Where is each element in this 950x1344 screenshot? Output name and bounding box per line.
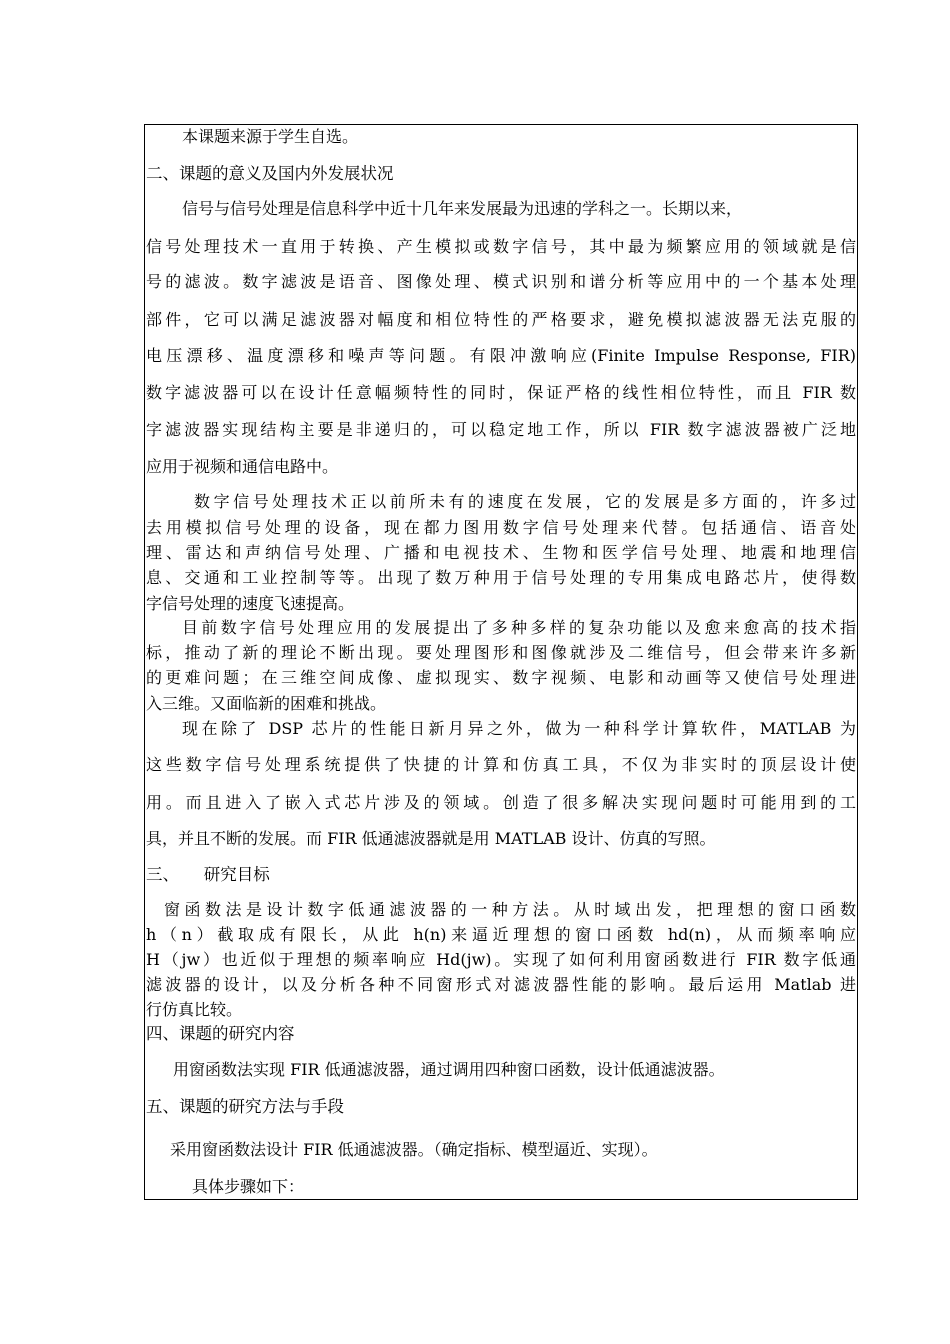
- section-heading: 五、课题的研究方法与手段: [146, 1097, 344, 1116]
- text-line: 数字信号处理技术正以前所未有的速度在发展，它的发展是多方面的，许多过: [194, 492, 856, 511]
- text-line: 目前数字信号处理应用的发展提出了多种多样的复杂功能以及愈来愈高的技术指: [182, 618, 856, 637]
- section-heading: 三、 研究目标: [146, 865, 270, 884]
- text-line: 滤波器的设计，以及分析各种不同窗形式对滤波器性能的影响。最后运用 Matlab 进: [146, 975, 856, 994]
- text-line: 理、雷达和声纳信号处理、广播和电视技术、生物和医学信号处理、地震和地理信: [146, 543, 856, 562]
- text-line: 应用于视频和通信电路中。: [146, 457, 339, 476]
- text-line: 这些数字信号处理系统提供了快捷的计算和仿真工具，不仅为非实时的顶层设计使: [146, 755, 856, 774]
- text-line: 窗函数法是设计数字低通滤波器的一种方法。从时域出发，把理想的窗口函数: [164, 900, 856, 919]
- text-line: 字信号处理的速度飞速提高。: [146, 594, 355, 613]
- section-heading: 二、课题的意义及国内外发展状况: [146, 164, 394, 183]
- text-line: 字滤波器实现结构主要是非递归的，可以稳定地工作，所以 FIR 数字滤波器被广泛地: [146, 420, 856, 439]
- text-line: 数字滤波器可以在设计任意幅频特性的同时，保证严格的线性相位特性，而且 FIR 数: [146, 383, 856, 402]
- text-line: 的更难问题；在三维空间成像、虚拟现实、数字视频、电影和动画等又使信号处理进: [146, 668, 856, 687]
- text-line: 本课题来源于学生自选。: [182, 127, 359, 146]
- text-line: 信号与信号处理是信息科学中近十几年来发展最为迅速的学科之一。长期以来，: [182, 199, 743, 218]
- text-line: 电压漂移、温度漂移和噪声等问题。有限冲激响应(Finite Impulse Response, FIR): [146, 346, 856, 365]
- text-line: 行仿真比较。: [146, 1000, 243, 1019]
- text-line: h（n）截取成有限长，从此 h(n)来逼近理想的窗口函数 hd(n)，从而频率响应: [146, 925, 856, 944]
- text-line: 现在除了 DSP 芯片的性能日新月异之外，做为一种科学计算软件，MATLAB 为: [182, 719, 856, 738]
- text-line: 息、交通和工业控制等等。出现了数万种用于信号处理的专用集成电路芯片，使得数: [146, 568, 856, 587]
- text-line: 具体步骤如下：: [192, 1177, 305, 1196]
- text-line: 用。而且进入了嵌入式芯片涉及的领域。创造了很多解决实现问题时可能用到的工: [146, 793, 856, 812]
- text-line: 信号处理技术一直用于转换、产生模拟或数字信号，其中最为频繁应用的领域就是信: [146, 237, 856, 256]
- text-line: 具，并且不断的发展。而 FIR 低通滤波器就是用 MATLAB 设计、仿真的写照。: [146, 829, 716, 848]
- text-line: 号的滤波。数字滤波是语音、图像处理、模式识别和谱分析等应用中的一个基本处理: [146, 272, 856, 291]
- text-line: 标，推动了新的理论不断出现。要处理图形和图像就涉及二维信号，但会带来许多新: [146, 643, 856, 662]
- text-line: 采用窗函数法设计 FIR 低通滤波器。（确定指标、模型逼近、实现）。: [170, 1140, 658, 1159]
- text-line: 部件，它可以满足滤波器对幅度和相位特性的严格要求，避免模拟滤波器无法克服的: [146, 310, 856, 329]
- text-line: 用窗函数法实现 FIR 低通滤波器，通过调用四种窗口函数，设计低通滤波器。: [173, 1060, 725, 1079]
- section-heading: 四、课题的研究内容: [146, 1024, 295, 1043]
- text-line: 去用模拟信号处理的设备，现在都力图用数字信号处理来代替。包括通信、语音处: [146, 518, 856, 537]
- text-line: 入三维。又面临新的困难和挑战。: [146, 694, 387, 713]
- text-line: H（jw）也近似于理想的频率响应 Hd(jw)。实现了如何利用窗函数进行 FIR 数字低通: [146, 950, 856, 969]
